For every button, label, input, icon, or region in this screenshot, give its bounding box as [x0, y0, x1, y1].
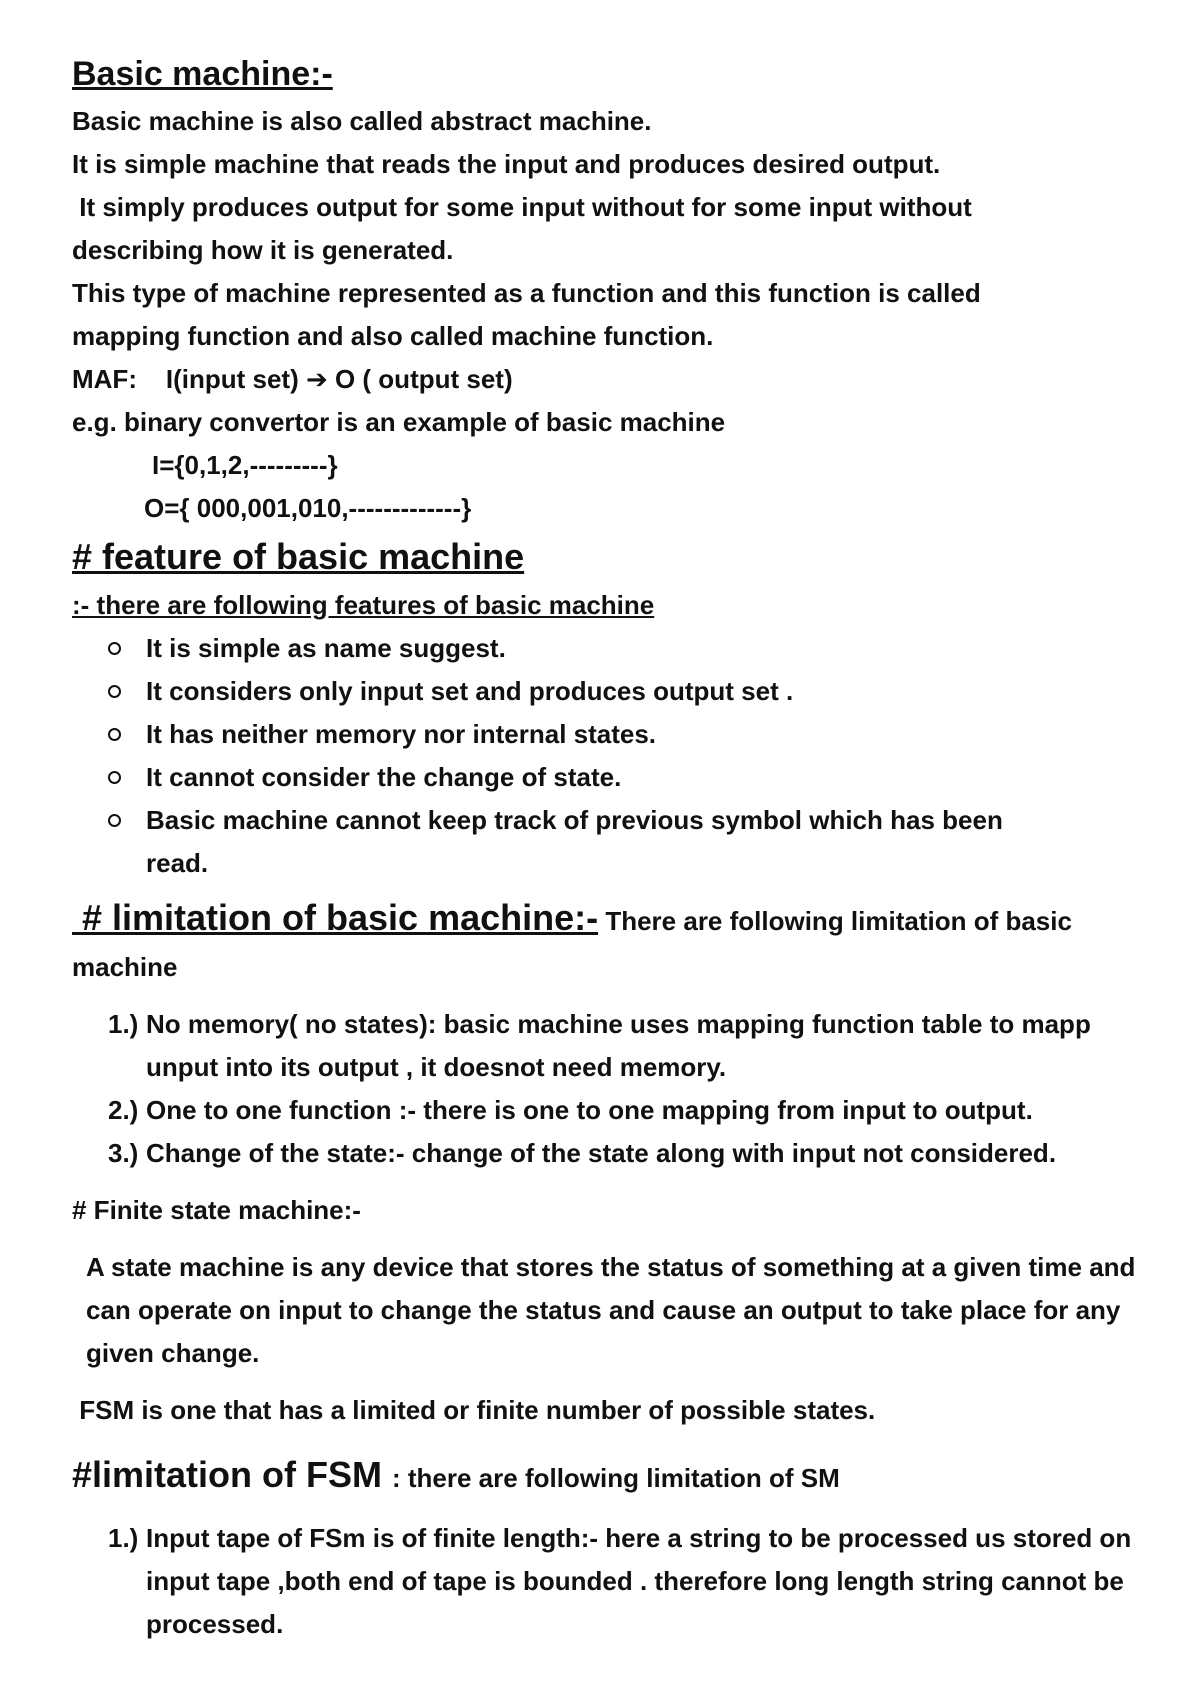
output-set: O={ 000,001,010,-------------} — [144, 493, 472, 523]
list-item: It considers only input set and produces output set . — [72, 670, 1142, 713]
fsm-heading: # Finite state machine:- — [72, 1195, 361, 1225]
intro-line: This type of machine represented as a function and this function is called — [72, 278, 981, 308]
list-item: 3.) Change of the state:- change of the state along with input not considered. — [72, 1132, 1142, 1175]
features-subheading: :- there are following features of basic machine — [72, 590, 655, 620]
fsm-limitations-heading: #limitation of FSM — [72, 1454, 392, 1495]
item-number: 2.) — [108, 1095, 139, 1125]
list-item: 2.) One to one function :- there is one to one mapping from input to output. — [72, 1089, 1142, 1132]
list-item: It is simple as name suggest. — [72, 627, 1142, 670]
list-item: Basic machine cannot keep track of previous symbol which has been read. — [72, 799, 1142, 885]
circle-bullet-icon — [108, 814, 121, 827]
circle-bullet-icon — [108, 642, 121, 655]
circle-bullet-icon — [108, 771, 121, 784]
intro-line: mapping function and also called machine function. — [72, 321, 714, 351]
fsm-limitations-lead: : there are following limitation of SM — [392, 1463, 840, 1493]
limitations-heading-line — [72, 893, 1142, 946]
intro-line: Basic machine is also called abstract machine. — [72, 106, 652, 136]
circle-bullet-icon — [108, 685, 121, 698]
limitations-lead-cont: machine — [72, 952, 178, 982]
list-item: 1.) No memory( no states): basic machine uses mapping function table to mapp unput into its output , it doesnot need memory. — [72, 1003, 1142, 1089]
fsm-limitations-heading-line — [72, 1450, 1142, 1503]
list-item: It has neither memory nor internal states. — [72, 713, 1142, 756]
document-page — [72, 48, 1142, 1646]
list-item: It cannot consider the change of state. — [72, 756, 1142, 799]
example-line: e.g. binary convertor is an example of basic machine — [72, 407, 726, 437]
features-heading: # feature of basic machine — [72, 536, 525, 577]
list-item: 1.) Input tape of FSm is of finite length:- here a string to be processed us stored on input tape ,both end of tape is bounded . therefore long length string cannot be processed. — [72, 1517, 1142, 1646]
item-number: 3.) — [108, 1138, 139, 1168]
fsm-definition: FSM is one that has a limited or finite number of possible states. — [72, 1395, 876, 1425]
intro-section — [72, 100, 1142, 530]
limitations-list — [72, 1003, 1142, 1175]
circle-bullet-icon — [108, 728, 121, 741]
input-set: I={0,1,2,---------} — [152, 450, 338, 480]
maf-line: MAF: I(input set) ➔ O ( output set) — [72, 364, 513, 394]
intro-line: describing how it is generated. — [72, 235, 454, 265]
item-number: 1.) — [108, 1009, 139, 1039]
intro-line: It simply produces output for some input without for some input without — [72, 192, 972, 222]
limitations-lead: There are following limitation of basic — [598, 906, 1072, 936]
fsm-limitations-list — [72, 1517, 1142, 1646]
page-title: Basic machine:- — [72, 55, 333, 93]
features-list — [72, 627, 1142, 885]
fsm-paragraph: A state machine is any device that stores the status of something at a given time and can operate on input to change the status and cause an output to take place for any given change. — [86, 1252, 1136, 1368]
limitations-heading: # limitation of basic machine:- — [72, 897, 599, 938]
intro-line: It is simple machine that reads the input and produces desired output. — [72, 149, 941, 179]
item-number: 1.) — [108, 1523, 139, 1553]
